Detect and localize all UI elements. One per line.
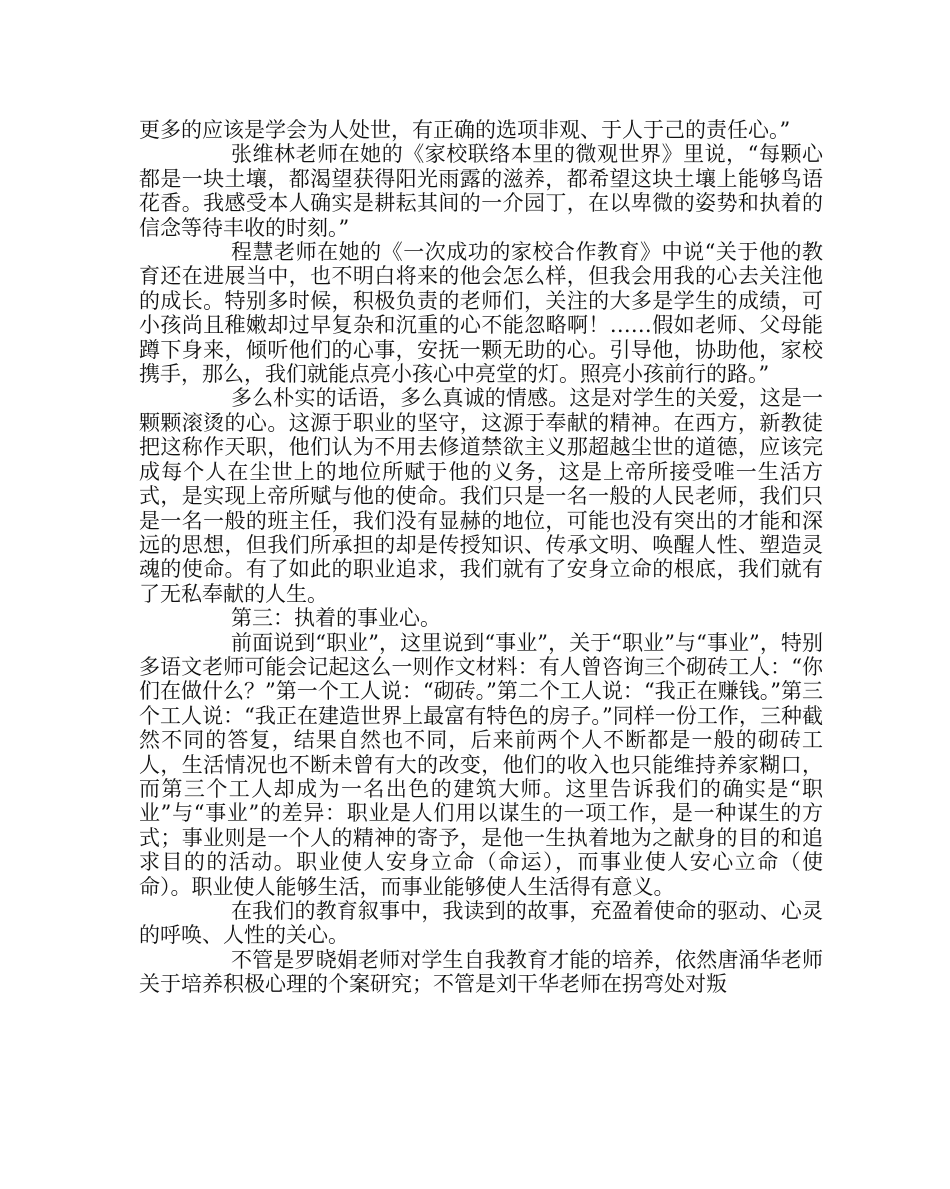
section-heading-third: 第三：执着的事业心。 xyxy=(231,606,441,631)
paragraph-career-vs-vocation: 前面说到“职业”，这里说到“事业”，关于“职业”与“事业”，特别多语文老师可能会记起这么一则作文材料：有人曾咨询三个砌砖工人：“你们在做什么？”第一个工人说：“砌砖。”第二个工人说：“我正在赚钱。”第三个工人说：“我正在建造世界上最富有特色的房子。”同样一份工作，三种截然不同的答复，结果自然也不同，后来前两个人不断都是一般的砌砖工人，生活情况也不断未曾有大的改变，他们的收入也只能维持养家糊口，而第三个工人却成为一名出色的建筑大师。这里告诉我们的确实是“职业”与“事业”的差异：职业是人们用以谋生的一项工作，是一种谋生的方式；事业则是一个人的精神的寄予，是他一生执着地为之献身的目的和追求目的的活动。职业使人安身立命（命运），而事业使人安心立命（使命）。职业使人能够生活，而事业能够使人生活得有意义。 xyxy=(139,630,823,899)
paragraph-narratives: 在我们的教育叙事中，我读到的故事，充盈着使命的驱动、心灵的呼唤、人性的关心。 xyxy=(139,899,823,948)
paragraph-cheng-hui: 程慧老师在她的《一次成功的家校合作教育》中说“关于他的教育还在进展当中，也不明白将来的他会怎么样，但我会用我的心去关注他的成长。特别多时候，积极负责的老师们，关注的大多是学生的成绩，可小孩尚且稚嫩却过早复杂和沉重的心不能忽略啊！……假如老师、父母能蹲下身来，倾听他们的心事，安抚一颗无助的心。引导他，协助他，家校携手，那么，我们就能点亮小孩心中亮堂的灯。照亮小孩前行的路。” xyxy=(139,240,823,387)
paragraph-continuation: 更多的应该是学会为人处世，有正确的选项非观、于人于己的责任心。” xyxy=(139,118,791,142)
paragraph-examples: 不管是罗晓娟老师对学生自我教育才能的培养，依然唐涌华老师关于培养积极心理的个案研究；不管是刘干华老师在拐弯处对叛 xyxy=(139,947,823,997)
document-page xyxy=(139,118,823,997)
paragraph-zhang-weilin: 张维林老师在她的《家校联络本里的微观世界》里说，“每颗心都是一块土壤，都渴望获得阳光雨露的滋养，都希望这块土壤上能够鸟语花香。我感受本人确实是耕耘其间的一介园丁，在以卑微的姿势和执着的信念等待丰收的时刻。” xyxy=(139,142,823,240)
paragraph-calling: 多么朴实的话语，多么真诚的情感。这是对学生的关爱，这是一颗颗滚烫的心。这源于职业的坚守，这源于奉献的精神。在西方，新教徒把这称作天职，他们认为不用去修道禁欲主义那超越尘世的道德，应该完成每个人在尘世上的地位所赋于他的义务，这是上帝所接受唯一生活方式，是实现上帝所赋与他的使命。我们只是一名一般的人民老师，我们只是一名一般的班主任，我们没有显赫的地位，可能也没有突出的才能和深远的思想，但我们所承担的却是传授知识、传承文明、唤醒人性、塑造灵魂的使命。有了如此的职业追求，我们就有了安身立命的根底，我们就有了无私奉献的人生。 xyxy=(139,386,823,606)
